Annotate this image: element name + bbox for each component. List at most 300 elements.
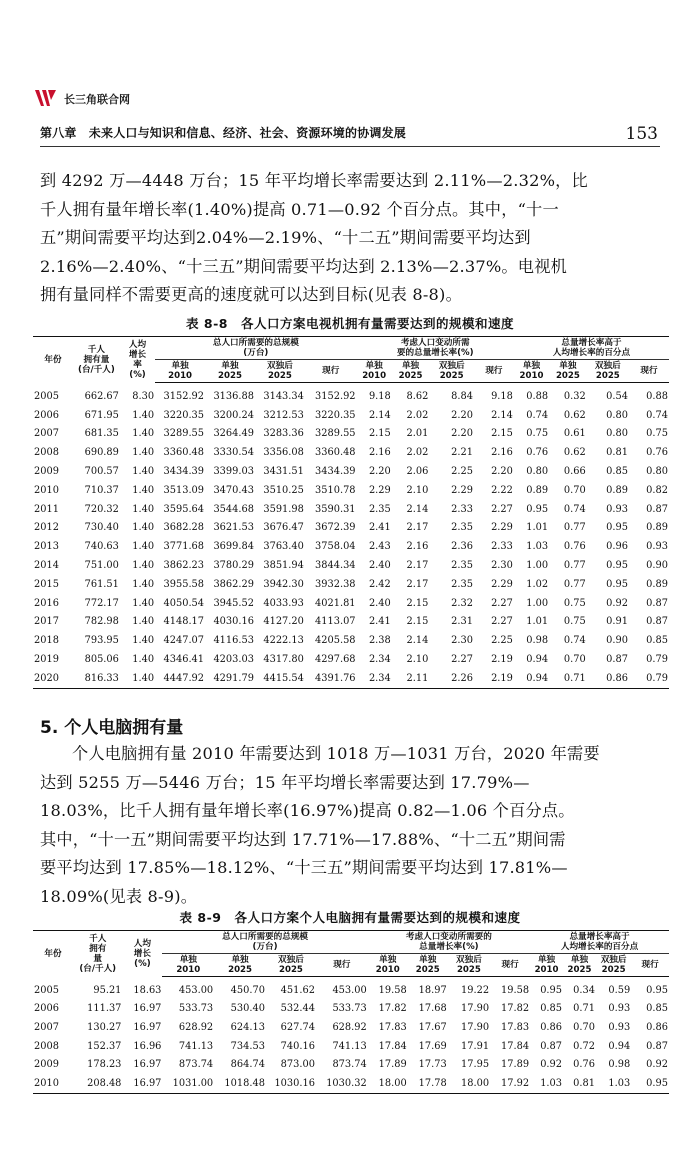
- cell: 2.14: [491, 409, 513, 421]
- table-row: [33, 556, 669, 575]
- cell: 453.00: [332, 984, 367, 996]
- cell: 3289.55: [315, 428, 356, 440]
- cell: 0.74: [563, 503, 586, 515]
- cell: 2.14: [406, 503, 429, 515]
- cell: 0.87: [646, 597, 668, 609]
- cell: 4222.13: [263, 635, 304, 647]
- cell: 3699.84: [213, 541, 254, 553]
- sub-header: 现行: [629, 360, 669, 383]
- text-line: 到 4292 万—4448 万台；15 年平均增长率需要达到 2.11%—2.32%，比: [40, 171, 588, 190]
- cell: 4127.20: [263, 616, 304, 628]
- cell: 0.90: [646, 560, 668, 572]
- cell: 451.62: [280, 984, 315, 996]
- cell: 1.40: [132, 503, 155, 515]
- cell: 0.82: [646, 484, 668, 496]
- cell: 2.15: [491, 428, 513, 440]
- cell: 2.26: [429, 669, 474, 688]
- header-group-extra: 总量增长率高于 人均增长率的百分点: [514, 337, 669, 360]
- cell: 4291.79: [205, 669, 255, 688]
- cell: 3431.51: [263, 466, 304, 478]
- text-line: 要平均达到 17.85%—18.12%、“十三五”期间需要平均达到 17.81%—: [40, 858, 568, 877]
- cell: 4346.41: [163, 654, 205, 666]
- cell: 3513.09: [163, 484, 205, 496]
- table-row: [33, 1055, 669, 1074]
- table-row: [33, 481, 669, 500]
- cell: 873.74: [178, 1059, 214, 1071]
- cell: 1.40: [132, 560, 155, 572]
- cell: 0.80: [606, 409, 628, 421]
- section-title-pc: 5. 个人电脑拥有量: [40, 718, 184, 738]
- table-8-8: [33, 336, 669, 689]
- cell: 671.95: [84, 409, 119, 421]
- cell: 1.40: [132, 654, 155, 666]
- sub-header: 双独后 2025: [255, 360, 305, 383]
- cell: 18.00: [448, 1074, 490, 1093]
- row-year: 2010: [33, 1074, 73, 1093]
- cell: 2.01: [406, 428, 429, 440]
- cell: 0.90: [606, 635, 628, 647]
- cell: 2.14: [406, 635, 429, 647]
- cell: 2.27: [491, 503, 513, 515]
- cell: 2.17: [406, 560, 429, 572]
- cell: 628.92: [178, 1021, 214, 1033]
- cell: 9.18: [491, 390, 513, 402]
- sub-header: 单独 2025: [549, 360, 587, 383]
- cell: 0.77: [563, 560, 586, 572]
- cell: 627.74: [280, 1021, 315, 1033]
- paragraph-tv: [40, 167, 664, 310]
- cell: 3591.98: [263, 503, 304, 515]
- sub-header: 单独 2010: [530, 954, 563, 977]
- cell: 111.37: [87, 1003, 122, 1015]
- sub-header: 现行: [490, 954, 530, 977]
- cell: 533.73: [178, 1003, 214, 1015]
- cell: 3136.88: [213, 390, 254, 402]
- cell: 2.22: [491, 484, 513, 496]
- text-line: 18.03%，比千人拥有量年增长率(16.97%)提高 0.82—1.06 个百分点。: [40, 801, 575, 820]
- text-line: 其中，“十一五”期间需要平均达到 17.71%—17.88%、“十二五”期间需: [40, 829, 566, 849]
- sub-header: 双独后 2025: [448, 954, 490, 977]
- cell: 0.85: [540, 1003, 563, 1015]
- row-year: 2013: [34, 541, 59, 553]
- cell: 2.19: [491, 654, 513, 666]
- cell: 4391.76: [305, 669, 357, 688]
- cell: 0.81: [563, 1074, 596, 1093]
- cell: 805.06: [84, 654, 119, 666]
- cell: 3356.08: [263, 447, 304, 459]
- cell: 3763.40: [263, 541, 304, 553]
- cell: 2.31: [451, 616, 473, 628]
- cell: 16.97: [133, 1059, 162, 1071]
- cell: 0.79: [646, 654, 668, 666]
- cell: 4447.92: [155, 669, 205, 688]
- row-year: 2012: [34, 522, 59, 534]
- table-row: [33, 425, 669, 444]
- cell: 3152.92: [163, 390, 205, 402]
- cell: 532.44: [280, 1003, 315, 1015]
- cell: 0.77: [563, 522, 586, 534]
- row-year: 2005: [34, 390, 59, 402]
- cell: 0.79: [629, 669, 669, 688]
- cell: 4205.58: [315, 635, 356, 647]
- cell: 1.40: [132, 466, 155, 478]
- header-group-scale: 总人口所需要的总规模 (万台): [155, 337, 356, 360]
- cell: 734.53: [230, 1040, 265, 1052]
- cell: 0.88: [646, 390, 668, 402]
- cell: 0.95: [540, 984, 563, 996]
- cell: 17.82: [378, 1003, 407, 1015]
- cell: 4030.16: [213, 616, 254, 628]
- cell: 1.40: [120, 669, 155, 688]
- row-year: 2016: [34, 597, 59, 609]
- cell: 0.70: [573, 1021, 595, 1033]
- cell: 0.95: [646, 984, 668, 996]
- header-group-extra: 总量增长率高于 人均增长率的百分点: [530, 931, 669, 954]
- cell: 2.35: [451, 560, 473, 572]
- cell: 2.16: [491, 447, 513, 459]
- table-row: [33, 383, 669, 406]
- cell: 17.73: [418, 1059, 447, 1071]
- cell: 3434.39: [163, 466, 205, 478]
- cell: 2.06: [406, 466, 429, 478]
- cell: 0.70: [563, 484, 586, 496]
- cell: 1.40: [132, 409, 155, 421]
- row-year: 2017: [34, 616, 59, 628]
- cell: 2.27: [491, 597, 513, 609]
- cell: 3771.68: [163, 541, 205, 553]
- cell: 3862.29: [213, 578, 254, 590]
- cell: 18.00: [368, 1074, 408, 1093]
- cell: 2.41: [368, 522, 391, 534]
- cell: 4203.03: [213, 654, 254, 666]
- row-year: 2009: [34, 466, 59, 478]
- table-8-9: [33, 930, 669, 1094]
- cell: 453.00: [178, 984, 214, 996]
- cell: 0.74: [526, 409, 549, 421]
- sub-header: 双独后 2025: [266, 954, 316, 977]
- cell: 0.76: [563, 541, 586, 553]
- cell: 17.95: [461, 1059, 490, 1071]
- cell: 0.61: [563, 428, 586, 440]
- cell: 2.10: [406, 484, 429, 496]
- cell: 2.20: [451, 428, 473, 440]
- cell: 3510.78: [315, 484, 356, 496]
- cell: 0.62: [563, 447, 586, 459]
- cell: 4050.54: [163, 597, 205, 609]
- cell: 17.83: [501, 1021, 530, 1033]
- row-year: 2011: [34, 503, 59, 515]
- table-row: [33, 613, 669, 632]
- sub-header: 单独 2025: [563, 954, 596, 977]
- cell: 740.16: [280, 1040, 315, 1052]
- cell: 2.25: [491, 635, 513, 647]
- cell: 741.13: [178, 1040, 214, 1052]
- cell: 0.93: [606, 503, 628, 515]
- cell: 0.91: [606, 616, 628, 628]
- table-row: [33, 1018, 669, 1037]
- sub-header: 现行: [474, 360, 514, 383]
- sub-header: 单独 2010: [357, 360, 392, 383]
- cell: 1.03: [530, 1074, 563, 1093]
- cell: 782.98: [84, 616, 119, 628]
- cell: 3200.24: [213, 409, 254, 421]
- cell: 4317.80: [263, 654, 304, 666]
- sub-header: 单独 2010: [162, 954, 214, 977]
- table-8-8-caption: 表 8-8 各人口方案电视机拥有量需要达到的规模和速度: [186, 316, 514, 331]
- running-header: [40, 118, 660, 147]
- cell: 873.74: [332, 1059, 367, 1071]
- cell: 16.97: [122, 1074, 162, 1093]
- cell: 0.89: [606, 484, 628, 496]
- cell: 730.40: [84, 522, 119, 534]
- header-growth: 人均 增长 (%): [122, 931, 162, 977]
- cell: 2.15: [368, 428, 391, 440]
- cell: 1031.00: [162, 1074, 214, 1093]
- cell: 0.95: [526, 503, 549, 515]
- cell: 0.75: [563, 616, 586, 628]
- cell: 2.11: [392, 669, 430, 688]
- cell: 533.73: [332, 1003, 367, 1015]
- cell: 2.17: [406, 578, 429, 590]
- cell: 0.86: [587, 669, 629, 688]
- cell: 0.85: [646, 635, 668, 647]
- cell: 2.16: [368, 447, 391, 459]
- cell: 17.89: [378, 1059, 407, 1071]
- cell: 0.54: [606, 390, 628, 402]
- cell: 0.70: [563, 654, 586, 666]
- cell: 17.69: [418, 1040, 447, 1052]
- cell: 0.98: [608, 1059, 631, 1071]
- cell: 0.80: [526, 466, 549, 478]
- row-year: 2009: [34, 1059, 59, 1071]
- cell: 2.21: [451, 447, 473, 459]
- cell: 4033.93: [263, 597, 304, 609]
- cell: 1030.32: [316, 1074, 368, 1093]
- cell: 1.01: [526, 616, 549, 628]
- table-row: [33, 1037, 669, 1056]
- cell: 1.03: [596, 1074, 631, 1093]
- cell: 4116.53: [213, 635, 254, 647]
- cell: 18.97: [418, 984, 447, 996]
- table-row: [33, 650, 669, 669]
- cell: 0.93: [646, 541, 668, 553]
- cell: 0.92: [606, 597, 628, 609]
- cell: 4148.17: [163, 616, 205, 628]
- cell: 3360.48: [315, 447, 356, 459]
- cell: 0.77: [563, 578, 586, 590]
- cell: 0.32: [563, 390, 586, 402]
- cell: 2.32: [451, 597, 473, 609]
- text-line: 达到 5255 万—5446 万台；15 年平均增长率需要达到 17.79%—: [40, 772, 530, 792]
- cell: 1.02: [526, 578, 549, 590]
- cell: 0.94: [608, 1040, 631, 1052]
- cell: 3510.25: [263, 484, 304, 496]
- cell: 1.40: [132, 484, 155, 496]
- cell: 0.74: [563, 635, 586, 647]
- sub-header: 双独后 2025: [429, 360, 474, 383]
- row-year: 2014: [34, 560, 59, 572]
- cell: 1.40: [132, 447, 155, 459]
- cell: 2.35: [451, 578, 473, 590]
- header-growth: 人均 增长 率 (%): [120, 337, 155, 383]
- sub-header: 单独 2025: [214, 954, 266, 977]
- cell: 2.29: [451, 484, 473, 496]
- cell: 2.36: [451, 541, 473, 553]
- cell: 2.27: [491, 616, 513, 628]
- cell: 2.27: [451, 654, 473, 666]
- cell: 761.51: [84, 578, 119, 590]
- cell: 0.96: [606, 541, 628, 553]
- table-row: [33, 443, 669, 462]
- cell: 0.76: [526, 447, 549, 459]
- cell: 0.75: [526, 428, 549, 440]
- row-year: 2005: [34, 984, 59, 996]
- text-line: 千人拥有量年增长率(1.40%)提高 0.71—0.92 个百分点。其中，“十一: [40, 199, 559, 219]
- text-line: 个人电脑拥有量 2010 年需要达到 1018 万—1031 万台，2020 年需要: [72, 744, 600, 763]
- cell: 1.40: [132, 635, 155, 647]
- cell: 8.30: [132, 390, 155, 402]
- cell: 3220.35: [163, 409, 205, 421]
- cell: 3851.94: [263, 560, 304, 572]
- cell: 18.63: [133, 984, 162, 996]
- cell: 740.63: [84, 541, 119, 553]
- cell: 0.85: [606, 466, 628, 478]
- sub-header: 单独 2025: [205, 360, 255, 383]
- cell: 19.22: [461, 984, 490, 996]
- cell: 2.14: [368, 409, 391, 421]
- cell: 2.20: [451, 409, 473, 421]
- table-row: [33, 1074, 669, 1093]
- cell: 690.89: [84, 447, 119, 459]
- cell: 8.62: [406, 390, 429, 402]
- cell: 1.40: [132, 597, 155, 609]
- cell: 0.94: [514, 669, 549, 688]
- cell: 17.82: [501, 1003, 530, 1015]
- table-row: [33, 631, 669, 650]
- cell: 2.02: [406, 409, 429, 421]
- cell: 0.72: [573, 1040, 595, 1052]
- cell: 450.70: [230, 984, 265, 996]
- cell: 1.00: [526, 560, 549, 572]
- table-row: [33, 575, 669, 594]
- cell: 2.29: [491, 522, 513, 534]
- cell: 751.00: [84, 560, 119, 572]
- cell: 3470.43: [213, 484, 254, 496]
- cell: 0.89: [646, 578, 668, 590]
- cell: 2.29: [368, 484, 391, 496]
- cell: 0.89: [526, 484, 549, 496]
- row-year: 2010: [34, 484, 59, 496]
- cell: 720.32: [84, 503, 119, 515]
- cell: 2.40: [368, 597, 391, 609]
- cell: 4247.07: [163, 635, 205, 647]
- cell: 0.81: [606, 447, 628, 459]
- table-row: [33, 1000, 669, 1019]
- cell: 3212.53: [263, 409, 304, 421]
- cell: 0.87: [606, 654, 628, 666]
- cell: 2.15: [406, 597, 429, 609]
- cell: 16.97: [133, 1021, 162, 1033]
- cell: 1.01: [526, 522, 549, 534]
- cell: 17.68: [418, 1003, 447, 1015]
- logo-text: 长三角联合网: [64, 93, 130, 106]
- cell: 1.03: [526, 541, 549, 553]
- header-group-rate: 考虑人口变动所需 要的总量增长率(%): [357, 337, 514, 360]
- cell: 0.87: [540, 1040, 563, 1052]
- cell: 3283.36: [263, 428, 304, 440]
- cell: 0.93: [608, 1003, 631, 1015]
- cell: 3360.48: [163, 447, 205, 459]
- table-row: [33, 537, 669, 556]
- cell: 17.91: [461, 1040, 490, 1052]
- cell: 0.87: [646, 503, 668, 515]
- cell: 1.40: [132, 578, 155, 590]
- sub-header: 双独后 2025: [596, 954, 631, 977]
- table-row: [33, 462, 669, 481]
- header-year: 年份: [33, 337, 73, 383]
- cell: 3220.35: [315, 409, 356, 421]
- cell: 710.37: [84, 484, 119, 496]
- cell: 3955.58: [163, 578, 205, 590]
- row-year: 2020: [33, 669, 73, 688]
- cell: 2.15: [406, 616, 429, 628]
- cell: 0.75: [646, 428, 668, 440]
- cell: 3780.29: [213, 560, 254, 572]
- cell: 2.42: [368, 578, 391, 590]
- cell: 3595.64: [163, 503, 205, 515]
- cell: 1.00: [526, 597, 549, 609]
- cell: 0.92: [646, 1059, 668, 1071]
- cell: 624.13: [230, 1021, 265, 1033]
- cell: 3399.03: [213, 466, 254, 478]
- cell: 3758.04: [315, 541, 356, 553]
- cell: 0.93: [608, 1021, 631, 1033]
- cell: 3152.92: [315, 390, 356, 402]
- table-row: [33, 977, 669, 1000]
- cell: 662.67: [84, 390, 119, 402]
- cell: 178.23: [87, 1059, 122, 1071]
- cell: 0.80: [606, 428, 628, 440]
- sub-header: 现行: [316, 954, 368, 977]
- cell: 3289.55: [163, 428, 205, 440]
- cell: 0.95: [606, 560, 628, 572]
- cell: 0.76: [646, 447, 668, 459]
- cell: 2.34: [357, 669, 392, 688]
- cell: 0.74: [646, 409, 668, 421]
- cell: 17.92: [490, 1074, 530, 1093]
- cell: 1030.16: [266, 1074, 316, 1093]
- header-group-scale: 总人口所需要的总规模 (万台): [162, 931, 367, 954]
- cell: 2.25: [451, 466, 473, 478]
- cell: 95.21: [93, 984, 122, 996]
- row-year: 2015: [34, 578, 59, 590]
- row-year: 2008: [34, 447, 59, 459]
- cell: 17.90: [461, 1021, 490, 1033]
- cell: 2.38: [368, 635, 391, 647]
- cell: 4021.81: [315, 597, 356, 609]
- cell: 3264.49: [213, 428, 254, 440]
- cell: 2.33: [451, 503, 473, 515]
- cell: 0.71: [573, 1003, 595, 1015]
- cell: 3621.53: [213, 522, 254, 534]
- cell: 2.41: [368, 616, 391, 628]
- cell: 2.40: [368, 560, 391, 572]
- cell: 681.35: [84, 428, 119, 440]
- cell: 0.87: [646, 1040, 668, 1052]
- cell: 873.00: [280, 1059, 315, 1071]
- cell: 2.16: [406, 541, 429, 553]
- cell: 1.40: [132, 522, 155, 534]
